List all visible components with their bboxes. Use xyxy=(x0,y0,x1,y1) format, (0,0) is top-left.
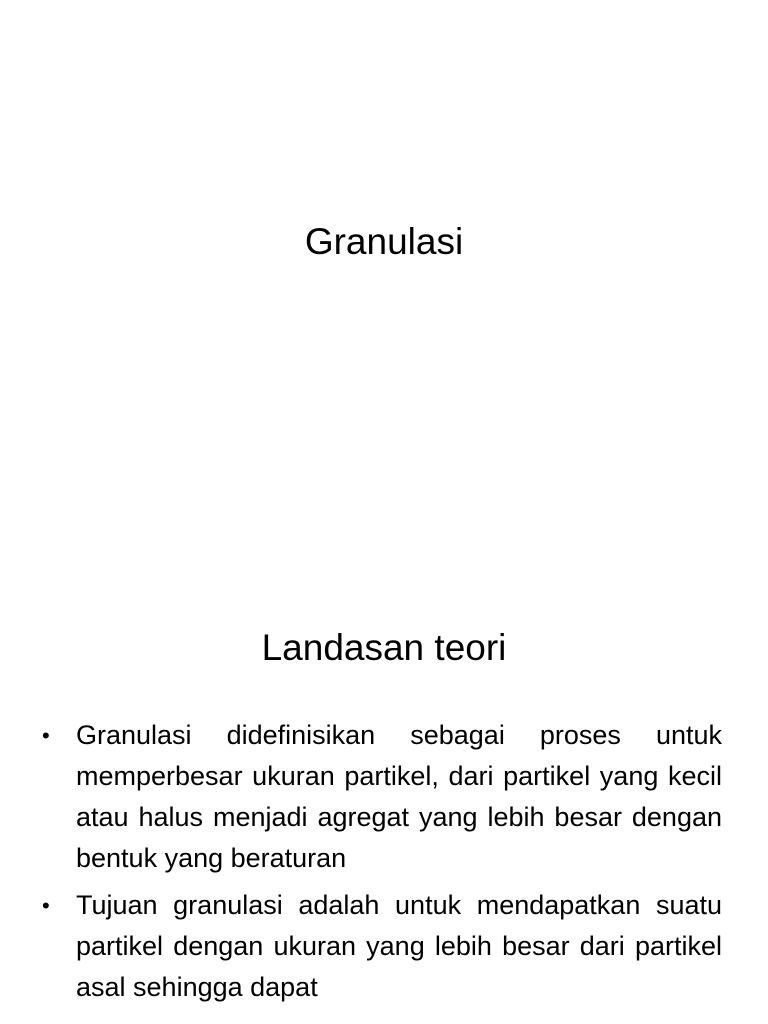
slide-title: Granulasi xyxy=(304,221,464,262)
bullet-item xyxy=(40,885,722,1008)
bullet-text: Tujuan granulasi adalah untuk mendapatkan suatu partikel dengan ukuran yang lebih besar dari partikel asal sehingga dapat xyxy=(76,890,722,1002)
bullet-text: Granulasi didefinisikan sebagai proses untuk memperbesar ukuran partikel, dari partikel yang kecil atau halus menjadi agregat yang lebih besar dengan bentuk yang beraturan xyxy=(76,720,722,873)
bullet-list xyxy=(40,715,722,1014)
slide-2 xyxy=(0,510,768,1024)
slide-1 xyxy=(0,0,768,510)
bullet-item xyxy=(40,715,722,879)
bullet-icon: • xyxy=(42,723,50,748)
slide-title: Landasan teori xyxy=(261,627,507,668)
bullet-icon: • xyxy=(42,893,50,918)
